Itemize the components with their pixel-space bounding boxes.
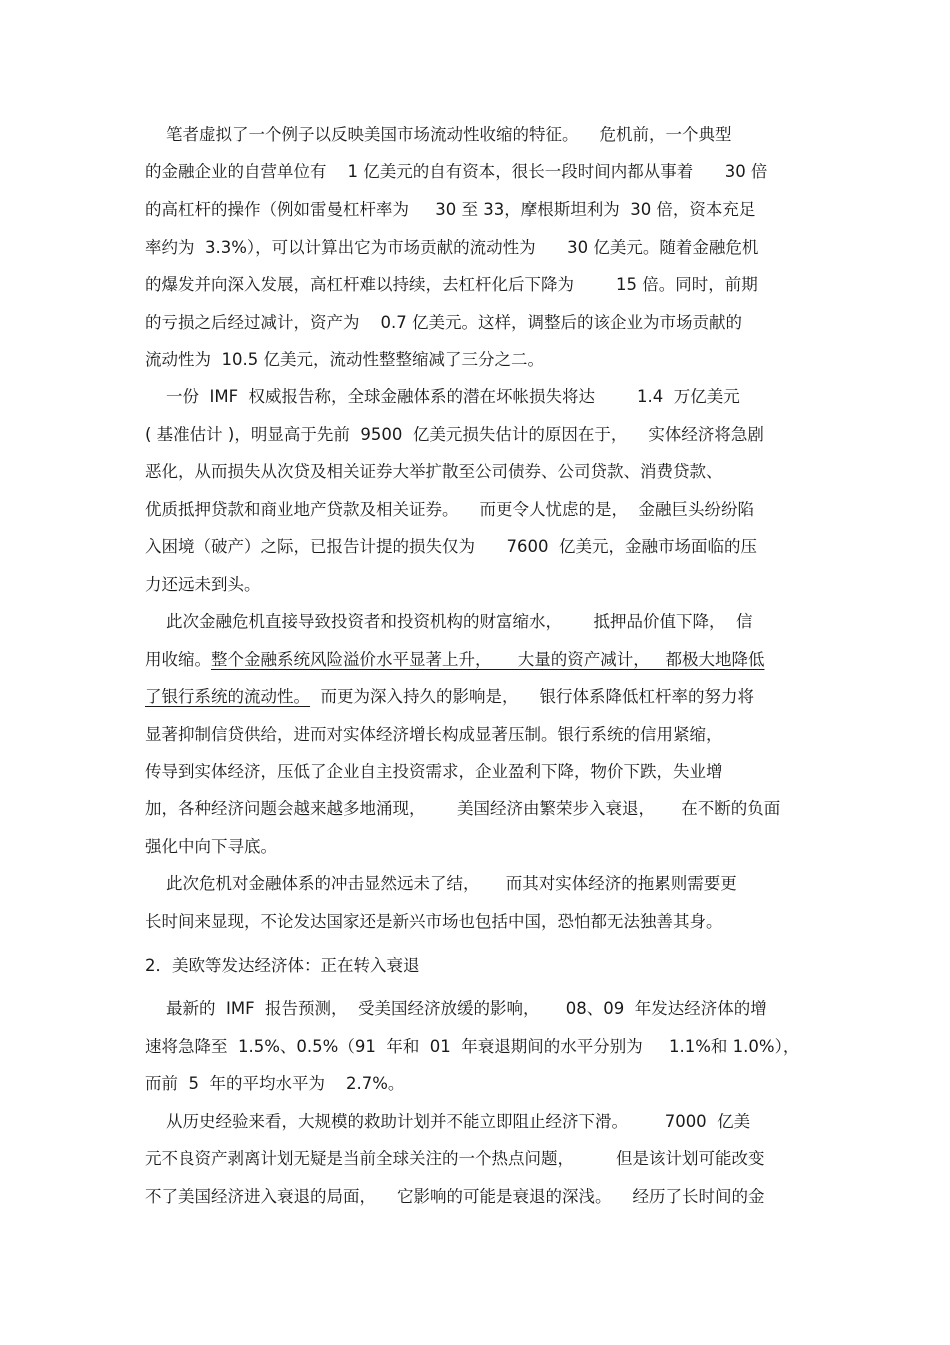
text-line: 笔者虚拟了一个例子以反映美国市场流动性收缩的特征。 危机前，一个典型 [145, 125, 732, 144]
text-segment: 用收缩。 [145, 650, 211, 669]
underlined-text: 了银行系统的流动性。 [145, 687, 310, 706]
text-line: 强化中向下寻底。 [145, 837, 277, 856]
text-line: 的金融企业的自营单位有 1 亿美元的自有资本，很长一段时间内都从事着 30 倍 [145, 162, 768, 181]
text-line: 的亏损之后经过减计，资产为 0.7 亿美元。这样，调整后的该企业为市场贡献的 [145, 313, 742, 332]
text-line: 此次危机对金融体系的冲击显然远未了结， 而其对实体经济的拖累则需要更 [145, 874, 737, 893]
text-line: 速将急降至 1.5%、0.5%（91 年和 01 年衰退期间的水平分别为 1.1%和 1.0%）， [145, 1037, 800, 1056]
text-line: 加，各种经济问题会越来越多地涌现， 美国经济由繁荣步入衰退， 在不断的负面 [145, 799, 781, 818]
text-line: 率约为 3.3%），可以计算出它为市场贡献的流动性为 30 亿美元。随着金融危机 [145, 238, 759, 257]
text-line: 不了美国经济进入衰退的局面， 它影响的可能是衰退的深浅。 经历了长时间的金 [145, 1187, 765, 1206]
text-line: 长时间来显现，不论发达国家还是新兴市场也包括中国，恐怕都无法独善其身。 [145, 912, 723, 931]
text-line: 的爆发并向深入发展，高杠杆难以持续，去杠杆化后下降为 15 倍。同时，前期 [145, 275, 758, 294]
text-line [145, 686, 754, 708]
text-line: 优质抵押贷款和商业地产贷款及相关证券。 而更令人忧虑的是， 金融巨头纷纷陷 [145, 500, 754, 519]
text-line: 元不良资产剥离计划无疑是当前全球关注的一个热点问题， 但是该计划可能改变 [145, 1149, 765, 1168]
text-line: 流动性为 10.5 亿美元，流动性整整缩减了三分之二。 [145, 350, 544, 369]
text-line: 入困境（破产）之际，已报告计提的损失仅为 7600 亿美元，金融市场面临的压 [145, 537, 757, 556]
text-line: 而前 5 年的平均水平为 2.7%。 [145, 1074, 405, 1093]
text-line: 显著抑制信贷供给，进而对实体经济增长构成显著压制。银行系统的信用紧缩， [145, 725, 723, 744]
text-line: 力还远未到头。 [145, 575, 261, 594]
text-segment: 而更为深入持久的影响是， 银行体系降低杠杆率的努力将 [310, 687, 754, 706]
text-line: 一份 IMF 权威报告称，全球金融体系的潜在坏帐损失将达 1.4 万亿美元 [145, 387, 740, 406]
text-line: 的高杠杆的操作（例如雷曼杠杆率为 30 至 33，摩根斯坦利为 30 倍，资本充足 [145, 200, 756, 219]
text-line: 此次金融危机直接导致投资者和投资机构的财富缩水， 抵押品价值下降， 信 [145, 612, 753, 631]
section-heading: 2．美欧等发达经济体：正在转入衰退 [145, 956, 420, 975]
text-line [145, 649, 764, 671]
text-line: 恶化，从而损失从次贷及相关证券大举扩散至公司债券、公司贷款、消费贷款、 [145, 462, 723, 481]
text-line: 最新的 IMF 报告预测， 受美国经济放缓的影响， 08、09 年发达经济体的增 [145, 999, 767, 1018]
text-line: 传导到实体经济，压低了企业自主投资需求，企业盈利下降，物价下跌，失业增 [145, 762, 723, 781]
text-line: 从历史经验来看，大规模的救助计划并不能立即阻止经济下滑。 7000 亿美 [145, 1112, 751, 1131]
underlined-text: 整个金融系统风险溢价水平显著上升， 大量的资产减计， 都极大地降低 [211, 650, 765, 669]
text-line: ( 基准估计 )，明显高于先前 9500 亿美元损失估计的原因在于， 实体经济将急剧 [145, 425, 764, 444]
